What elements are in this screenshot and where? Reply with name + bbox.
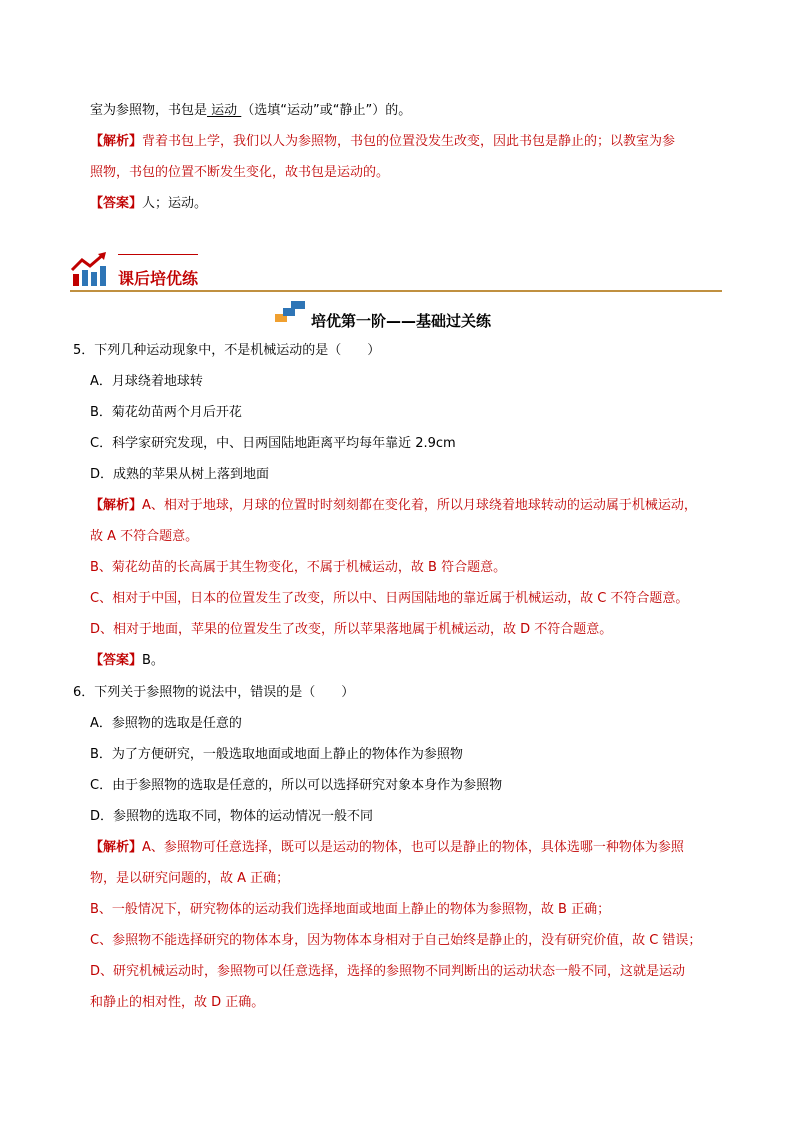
option-b: B．菊花幼苗两个月后开花: [90, 405, 242, 420]
analysis-text: A、参照物可任意选择，既可以是运动的物体，也可以是静止的物体，具体选哪一种物体为参照: [142, 840, 684, 855]
option-c: C．由于参照物的选取是任意的，所以可以选择研究对象本身作为参照物: [90, 778, 503, 793]
stage-title: 培优第一阶——基础过关练: [311, 312, 492, 330]
question-stem: 5．下列几种运动现象中，不是机械运动的是（ ）: [73, 343, 381, 358]
option-a: A．参照物的选取是任意的: [90, 716, 242, 731]
answer-text: 人；运动。: [142, 196, 208, 211]
answer-tag: 【答案】: [90, 653, 143, 668]
analysis-tag: 【解析】: [90, 840, 143, 855]
analysis-line: 物，是以研究问题的，故 A 正确；: [90, 871, 290, 886]
question-continuation: [90, 103, 411, 119]
analysis-line: D、研究机械运动时，参照物可以任意选择，选择的参照物不同判断出的运动状态一般不同，这就是运动: [90, 964, 686, 979]
option-a: A．月球绕着地球转: [90, 374, 203, 389]
analysis-line: 照物，书包的位置不断发生变化，故书包是运动的。: [90, 165, 390, 180]
analysis-tag: 【解析】: [90, 134, 143, 149]
answer-blank: 运动: [207, 103, 242, 118]
question-text: 室为参照物，书包是: [90, 103, 208, 118]
answer-line: [90, 196, 207, 212]
section-header: [70, 250, 722, 292]
option-d: D．参照物的选取不同，物体的运动情况一般不同: [90, 809, 374, 824]
analysis-line: B、一般情况下，研究物体的运动我们选择地面或地面上静止的物体为参照物，故 B 正确；: [90, 902, 611, 917]
analysis-line: 故 A 不符合题意。: [90, 529, 199, 544]
option-d: D．成熟的苹果从树上落到地面: [90, 467, 270, 482]
title-accent-line: [118, 254, 198, 255]
analysis-text: 背着书包上学，我们以人为参照物，书包的位置没发生改变，因此书包是静止的；以教室为参: [142, 134, 676, 149]
section-divider: [70, 290, 722, 292]
analysis-line: C、参照物不能选择研究的物体本身，因为物体本身相对于自己始终是静止的，没有研究价值，故 C 错误；: [90, 933, 702, 948]
analysis-line: C、相对于中国，日本的位置发生了改变，所以中、日两国陆地的靠近属于机械运动，故 C 不符合题意。: [90, 591, 689, 606]
answer-tag: 【答案】: [90, 196, 143, 211]
analysis-line: D、相对于地面，苹果的位置发生了改变，所以苹果落地属于机械运动，故 D 不符合题意。: [90, 622, 613, 637]
analysis-text: A、相对于地球，月球的位置时时刻刻都在变化着，所以月球绕着地球转动的运动属于机械运动，: [142, 498, 697, 513]
question-text: （选填“运动”或“静止”）的。: [241, 103, 412, 118]
answer-text: B。: [142, 653, 164, 668]
option-b: B．为了方便研究，一般选取地面或地面上静止的物体作为参照物: [90, 747, 463, 762]
analysis-line: [90, 840, 684, 856]
analysis-line: B、菊花幼苗的长高属于其生物变化，不属于机械运动，故 B 符合题意。: [90, 560, 507, 575]
analysis-line: 和静止的相对性，故 D 正确。: [90, 995, 265, 1010]
stairs-icon: [275, 298, 307, 324]
analysis-line: [90, 134, 675, 150]
answer-line: [90, 653, 164, 669]
section-title: 课后培优练: [118, 269, 199, 288]
analysis-line: [90, 498, 697, 514]
analysis-tag: 【解析】: [90, 498, 143, 513]
option-c: C．科学家研究发现，中、日两国陆地距离平均每年靠近 2.9cm: [90, 436, 456, 451]
growth-chart-icon: [70, 250, 110, 288]
question-stem: 6．下列关于参照物的说法中，错误的是（ ）: [73, 685, 355, 700]
